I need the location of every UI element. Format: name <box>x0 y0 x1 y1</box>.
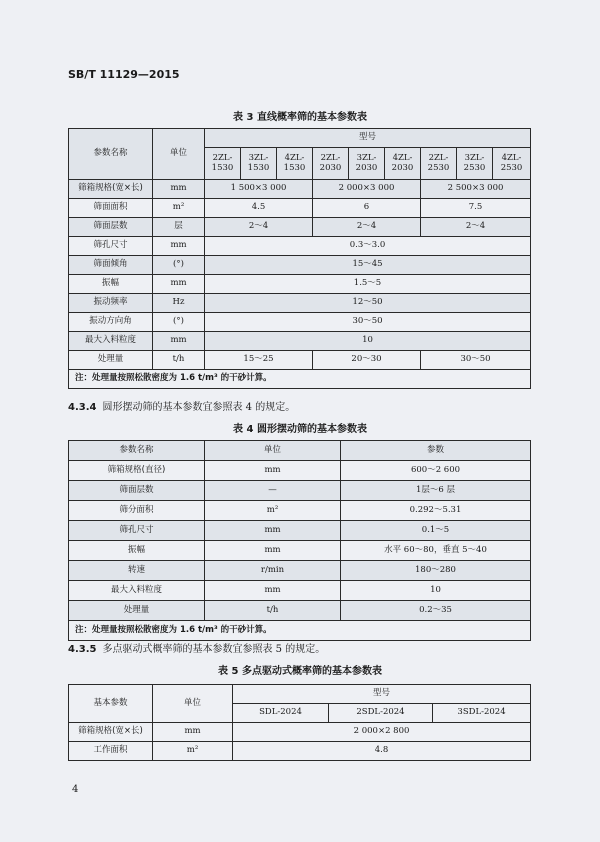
table3-unit: mm <box>153 180 205 199</box>
page-number: 4 <box>72 784 79 795</box>
table4-row <box>69 541 531 561</box>
table3-value: 20～30 <box>313 351 421 370</box>
table3-row <box>69 275 531 294</box>
table3-unit: mm <box>153 275 205 294</box>
table4-value: 0.292～5.31 <box>341 501 531 521</box>
table4-header-cell: 参数 <box>341 441 531 461</box>
table3-header-unit: 单位 <box>153 129 205 180</box>
table4-unit: r/min <box>205 561 341 581</box>
table3-value: 12～50 <box>205 294 531 313</box>
clause-text: 多点驱动式概率筛的基本参数宜参照表 5 的规定。 <box>102 644 326 655</box>
table3 <box>68 128 531 389</box>
table3-row <box>69 332 531 351</box>
table4-param-name: 筛孔尺寸 <box>69 521 205 541</box>
table3-header-param: 参数名称 <box>69 129 153 180</box>
table5-header-model: 型号 <box>233 685 531 704</box>
table3-model-2zl-1530: 2ZL-1530 <box>205 148 241 180</box>
table4-caption: 表 4 圆形摆动筛的基本参数表 <box>233 424 367 435</box>
table5-model-sdl-2024: SDL-2024 <box>233 704 329 723</box>
table3-row <box>69 180 531 199</box>
table4-header-cell: 单位 <box>205 441 341 461</box>
table4-row <box>69 521 531 541</box>
paragraph-4-3-4 <box>68 398 295 413</box>
table4-param-name: 最大入料粒度 <box>69 581 205 601</box>
table4-param-name: 筛分面积 <box>69 501 205 521</box>
table4 <box>68 440 531 641</box>
table3-note: 注：处理量按照松散密度为 1.6 t/m³ 的干砂计算。 <box>69 370 531 389</box>
table4-row <box>69 601 531 621</box>
table4-row <box>69 561 531 581</box>
table3-value: 4.5 <box>205 199 313 218</box>
table4-unit: mm <box>205 581 341 601</box>
table5-param-name: 筛箱规格(宽×长) <box>69 723 153 742</box>
table4-unit: m² <box>205 501 341 521</box>
table3-param-name: 振动频率 <box>69 294 153 313</box>
table3-model-3zl-2030: 3ZL-2030 <box>349 148 385 180</box>
table3-param-name: 处理量 <box>69 351 153 370</box>
table5-value: 2 000×2 800 <box>233 723 531 742</box>
table4-row <box>69 461 531 481</box>
table3-row <box>69 313 531 332</box>
table4-header-cell: 参数名称 <box>69 441 205 461</box>
clause-number: 4.3.4 <box>68 402 97 413</box>
table3-row <box>69 237 531 256</box>
table3-param-name: 最大入料粒度 <box>69 332 153 351</box>
table3-unit: Hz <box>153 294 205 313</box>
table5-caption: 表 5 多点驱动式概率筛的基本参数表 <box>218 666 382 677</box>
table3-row <box>69 294 531 313</box>
table4-row <box>69 581 531 601</box>
table4-param-name: 转速 <box>69 561 205 581</box>
table5-param-name: 工作面积 <box>69 742 153 761</box>
table4-unit: — <box>205 481 341 501</box>
table3-param-name: 筛孔尺寸 <box>69 237 153 256</box>
table3-value: 15～25 <box>205 351 313 370</box>
table3-header-model: 型号 <box>205 129 531 148</box>
table3-value: 10 <box>205 332 531 351</box>
table4-row <box>69 501 531 521</box>
table3-unit: t/h <box>153 351 205 370</box>
table3-value: 2 000×3 000 <box>313 180 421 199</box>
table4-unit: mm <box>205 521 341 541</box>
table4-row <box>69 481 531 501</box>
table3-value: 2～4 <box>421 218 531 237</box>
table3-param-name: 振动方向角 <box>69 313 153 332</box>
table5-header-unit: 单位 <box>153 685 233 723</box>
table4-note: 注：处理量按照松散密度为 1.6 t/m³ 的干砂计算。 <box>69 621 531 641</box>
table5-unit: mm <box>153 723 233 742</box>
table3-value: 30～50 <box>421 351 531 370</box>
table3-value: 30～50 <box>205 313 531 332</box>
table5 <box>68 684 531 761</box>
table4-value: 600～2 600 <box>341 461 531 481</box>
table3-unit: (°) <box>153 313 205 332</box>
table4-value: 1层～6 层 <box>341 481 531 501</box>
table4-param-name: 筛面层数 <box>69 481 205 501</box>
table3-param-name: 筛面倾角 <box>69 256 153 275</box>
table5-value: 4.8 <box>233 742 531 761</box>
table3-caption: 表 3 直线概率筛的基本参数表 <box>233 112 367 123</box>
table3-model-4zl-2530: 4ZL-2530 <box>493 148 531 180</box>
table4-param-name: 处理量 <box>69 601 205 621</box>
paragraph-4-3-5 <box>68 640 325 655</box>
table3-param-name: 振幅 <box>69 275 153 294</box>
table5-model-3sdl-2024: 3SDL-2024 <box>433 704 531 723</box>
document-code: SB/T 11129—2015 <box>68 68 180 81</box>
table3-value: 2～4 <box>205 218 313 237</box>
table3-model-4zl-1530: 4ZL-1530 <box>277 148 313 180</box>
table5-header-param: 基本参数 <box>69 685 153 723</box>
table3-value: 2 500×3 000 <box>421 180 531 199</box>
table5-unit: m² <box>153 742 233 761</box>
table3-value: 1 500×3 000 <box>205 180 313 199</box>
table4-param-name: 筛箱规格(直径) <box>69 461 205 481</box>
table3-unit: mm <box>153 237 205 256</box>
table3-row <box>69 351 531 370</box>
table3-row <box>69 218 531 237</box>
table5-row <box>69 723 531 742</box>
table4-unit: mm <box>205 461 341 481</box>
table3-value: 0.3～3.0 <box>205 237 531 256</box>
table3-model-3zl-2530: 3ZL-2530 <box>457 148 493 180</box>
table3-model-4zl-2030: 4ZL-2030 <box>385 148 421 180</box>
table3-value: 15～45 <box>205 256 531 275</box>
clause-text: 圆形摆动筛的基本参数宜参照表 4 的规定。 <box>102 402 296 413</box>
table3-unit: (°) <box>153 256 205 275</box>
table3-value: 1.5～5 <box>205 275 531 294</box>
table5-model-2sdl-2024: 2SDL-2024 <box>329 704 433 723</box>
table4-value: 0.1～5 <box>341 521 531 541</box>
table3-unit: m² <box>153 199 205 218</box>
table3-value: 6 <box>313 199 421 218</box>
table5-row <box>69 742 531 761</box>
table3-unit: 层 <box>153 218 205 237</box>
table3-model-2zl-2030: 2ZL-2030 <box>313 148 349 180</box>
table3-param-name: 筛箱规格(宽×长) <box>69 180 153 199</box>
table3-model-3zl-1530: 3ZL-1530 <box>241 148 277 180</box>
table4-value: 水平 60～80，垂直 5～40 <box>341 541 531 561</box>
table4-value: 0.2～35 <box>341 601 531 621</box>
table4-unit: t/h <box>205 601 341 621</box>
table3-row <box>69 256 531 275</box>
table3-value: 7.5 <box>421 199 531 218</box>
table3-param-name: 筛面层数 <box>69 218 153 237</box>
table4-value: 180～280 <box>341 561 531 581</box>
table4-value: 10 <box>341 581 531 601</box>
clause-number: 4.3.5 <box>68 644 97 655</box>
table4-unit: mm <box>205 541 341 561</box>
table3-value: 2～4 <box>313 218 421 237</box>
table3-model-2zl-2530: 2ZL-2530 <box>421 148 457 180</box>
table3-param-name: 筛面面积 <box>69 199 153 218</box>
table3-row <box>69 199 531 218</box>
table3-unit: mm <box>153 332 205 351</box>
table4-param-name: 振幅 <box>69 541 205 561</box>
